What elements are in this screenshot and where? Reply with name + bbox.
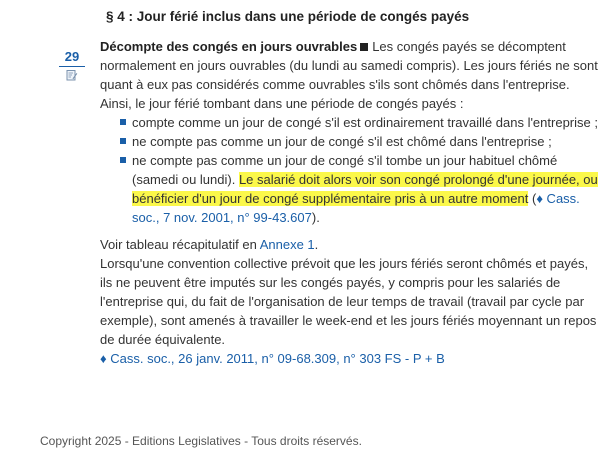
square-bullet-icon — [120, 119, 126, 125]
copyright-footer: Copyright 2025 - Editions Legislatives - Tous droits réservés. — [40, 434, 362, 448]
ref-open: ( — [531, 191, 537, 206]
voir-prefix: Voir tableau récapitulatif en — [100, 237, 257, 252]
note-edit-icon[interactable] — [66, 69, 78, 81]
highlighted-text: Le salarié doit alors voir son congé prolongé d'une journée, ou bénéficier d'un jour de congé supplémentaire pris à un autre moment — [132, 172, 598, 206]
paragraph-number: 29 — [64, 49, 80, 64]
square-bullet-icon — [120, 138, 126, 144]
paragraph-marker — [58, 49, 86, 81]
bullet-list — [100, 113, 602, 227]
ref-close: ). — [311, 210, 320, 225]
voir-suffix: . — [314, 237, 319, 252]
annexe-link[interactable]: Annexe 1 — [259, 237, 315, 252]
convention-paragraph: Lorsqu'une convention collective prévoit que les jours fériés seront chômés et payés, ils ne peuvent être imputés sur les congés payés, y compris pour les salariés de l'entreprise qui, du fait de l'organisation de leur temps de travail (travail par cycle par exemple), sont amenés à travailler le week-end et les jours fériés moyennant un repos de durée équivalente. — [100, 256, 597, 347]
voir-line — [100, 235, 602, 254]
ainsi-text: Ainsi, le jour férié tombant dans une période de congés payés : — [100, 96, 464, 111]
bullet-text: ne compte pas comme un jour de congé s'il est chômé dans l'entreprise ; — [132, 134, 552, 149]
decompte-paragraph — [100, 37, 602, 94]
list-item — [120, 151, 602, 227]
list-item — [120, 113, 602, 132]
section-title: § 4 : Jour férié inclus dans une période de congés payés — [106, 9, 470, 24]
main-content — [100, 37, 602, 368]
case-law-reference-link[interactable]: ♦ Cass. soc., 7 nov. 2001, n° 99-43.607 — [132, 191, 580, 225]
square-bullet-icon — [120, 157, 126, 163]
paragraph-number-rule — [59, 66, 85, 67]
bullet-text: ne compte pas comme un jour de congé s'il tombe un jour habituel chômé (samedi ou lundi). — [132, 153, 558, 187]
bullet-text: compte comme un jour de congé s'il est ordinairement travaillé dans l'entreprise ; — [132, 115, 598, 130]
decompte-title: Décompte des congés en jours ouvrables — [100, 39, 358, 54]
square-bullet-icon — [360, 43, 368, 51]
case-law-reference-link[interactable]: ♦ Cass. soc., 26 janv. 2011, n° 09-68.309, n° 303 FS - P + B — [100, 351, 445, 366]
list-item — [120, 132, 602, 151]
decompte-intro: Les congés payés se décomptent normalement en jours ouvrables (du lundi au samedi compris). Les jours fériés ne sont quant à eux pas considérés comme ouvrables s'ils sont chômés dans l'entreprise. — [100, 39, 598, 92]
